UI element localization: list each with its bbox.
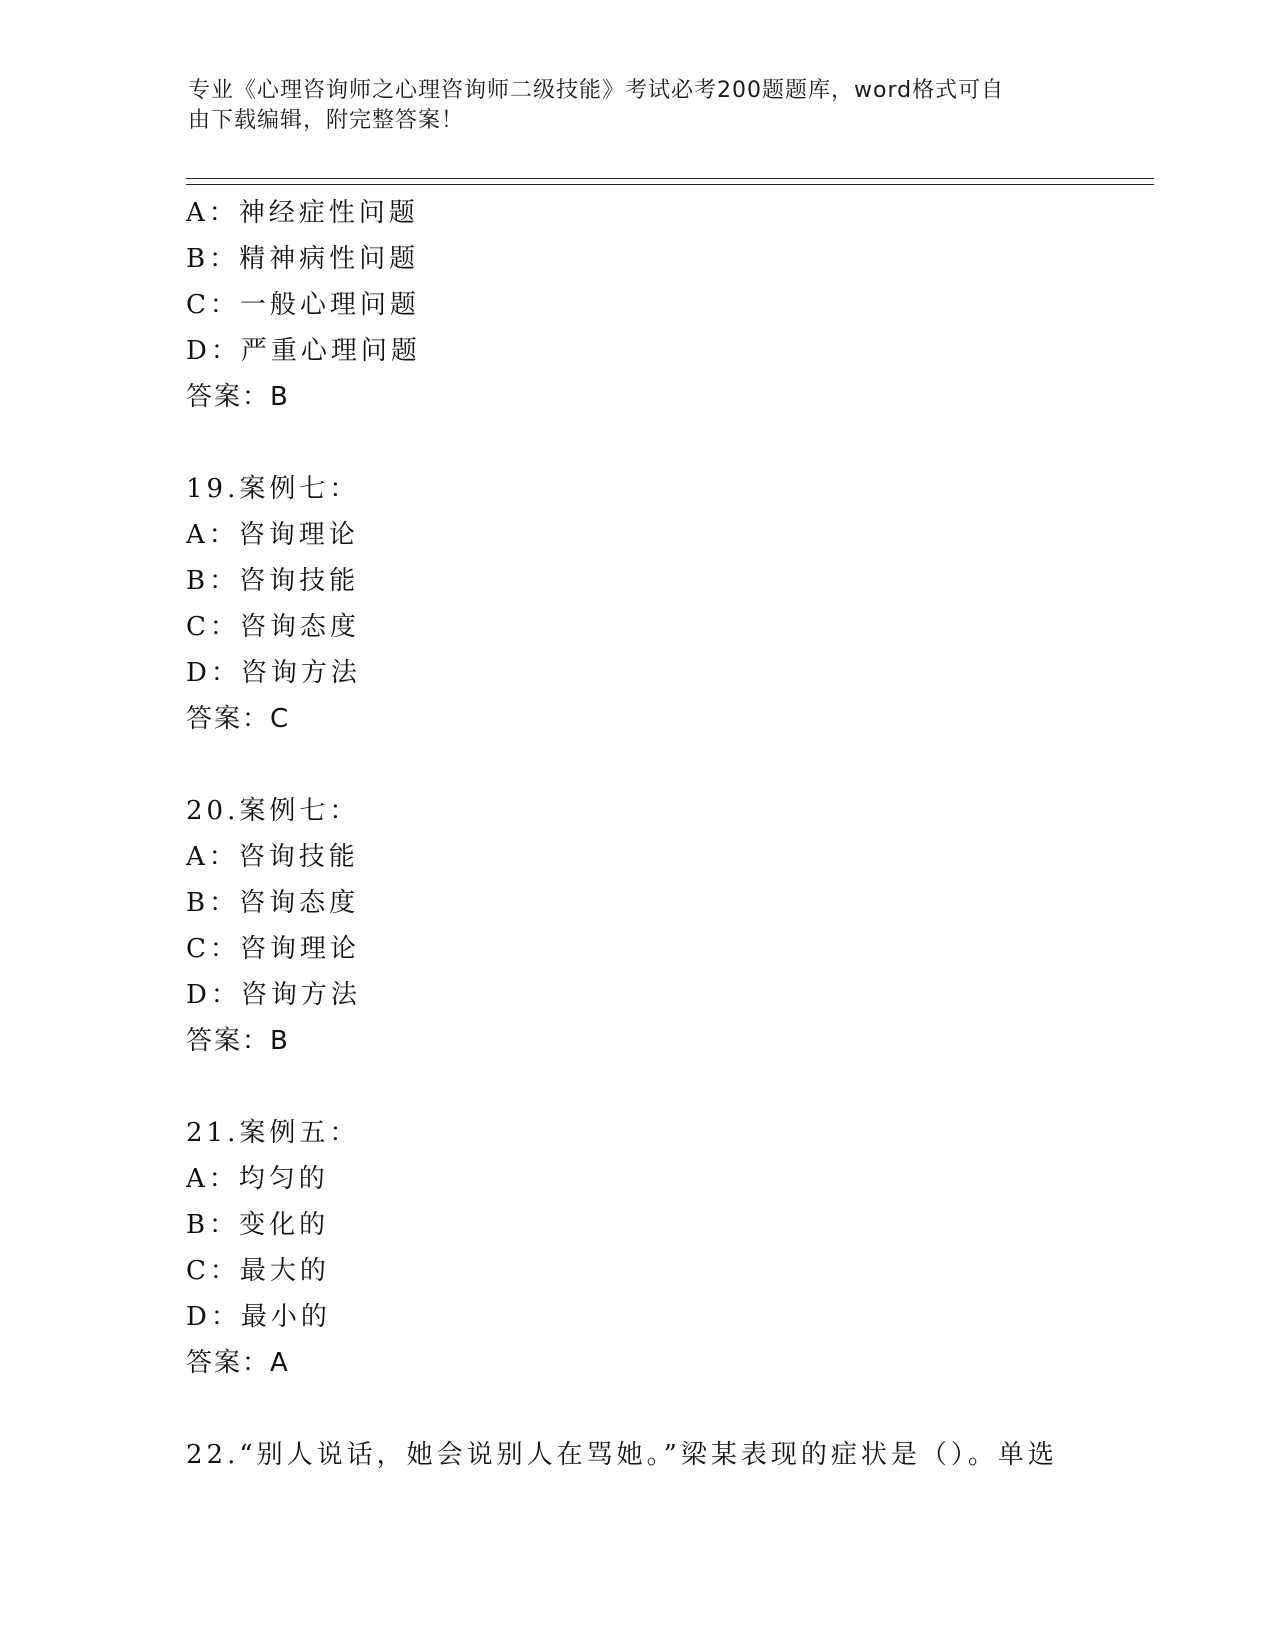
option-b: B：精神病性问题 <box>186 244 420 274</box>
question-block <box>186 190 1146 420</box>
question-title: 21.案例五： <box>186 1118 360 1148</box>
option-c: C：一般心理问题 <box>186 290 420 320</box>
option-a: A：咨询技能 <box>186 842 359 872</box>
option-a: A：咨询理论 <box>186 520 359 550</box>
question-block <box>186 1110 1146 1386</box>
option-c: C：咨询理论 <box>186 934 360 964</box>
header-line-1: 专业《心理咨询师之心理咨询师二级技能》考试必考200题题库，word格式可自 <box>188 78 1005 103</box>
option-c: C：咨询态度 <box>186 612 360 642</box>
answer-line: 答案：A <box>186 1348 290 1378</box>
header-divider-top <box>186 178 1154 179</box>
question-block <box>186 788 1146 1064</box>
question-block <box>186 1432 1146 1478</box>
option-a: A：神经症性问题 <box>186 198 419 228</box>
question-title: 20.案例七： <box>186 796 360 826</box>
document-header <box>188 76 1088 136</box>
option-a: A：均匀的 <box>186 1164 329 1194</box>
question-list <box>186 190 1146 1478</box>
question-block <box>186 466 1146 742</box>
answer-line: 答案：C <box>186 704 291 734</box>
option-d: D：严重心理问题 <box>186 336 421 366</box>
option-b: B：变化的 <box>186 1210 330 1240</box>
question-title: 22.“别人说话，她会说别人在骂她。”梁某表现的症状是（）。单选 <box>186 1440 1058 1470</box>
option-b: B：咨询态度 <box>186 888 360 918</box>
option-d: D：咨询方法 <box>186 980 361 1010</box>
header-divider-bottom <box>186 184 1154 185</box>
option-c: C：最大的 <box>186 1256 330 1286</box>
option-b: B：咨询技能 <box>186 566 360 596</box>
option-d: D：咨询方法 <box>186 658 361 688</box>
header-line-2: 由下载编辑，附完整答案！ <box>188 108 465 133</box>
answer-line: 答案：B <box>186 1026 290 1056</box>
question-title: 19.案例七： <box>186 474 360 504</box>
answer-line: 答案：B <box>186 382 290 412</box>
option-d: D：最小的 <box>186 1302 331 1332</box>
